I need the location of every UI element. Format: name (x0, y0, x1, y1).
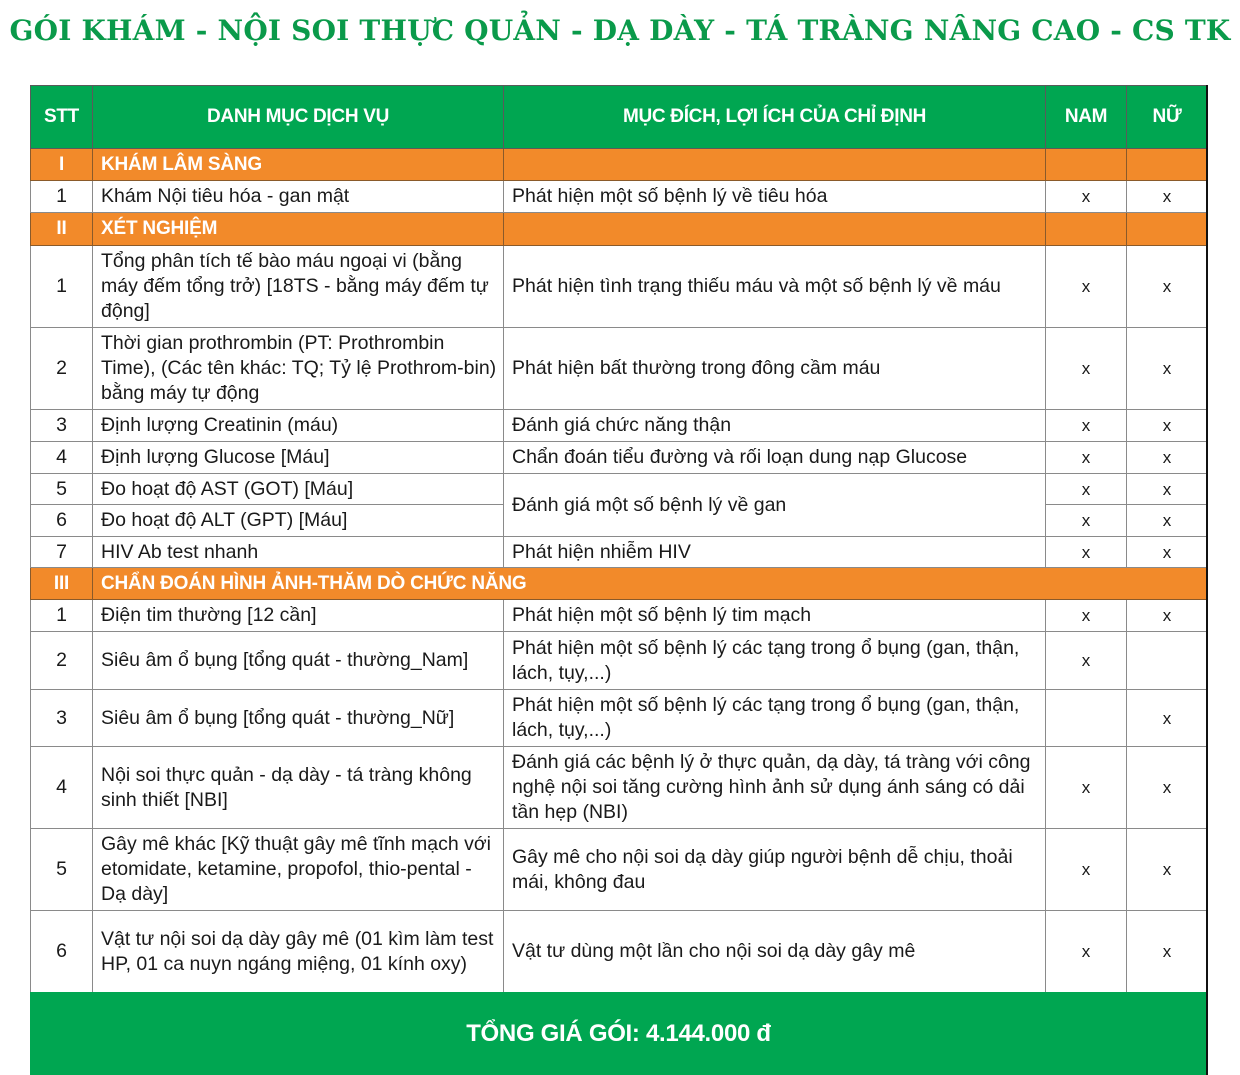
row-female-mark: x (1127, 410, 1208, 442)
row-stt: 6 (31, 911, 93, 993)
row-service: Đo hoạt độ AST (GOT) [Máu] (93, 474, 504, 505)
row-male-mark: x (1046, 328, 1127, 410)
row-stt: 5 (31, 829, 93, 911)
row-purpose: Đánh giá chức năng thận (504, 410, 1046, 442)
row-service: Thời gian prothrombin (PT: Prothrombin Time), (Các tên khác: TQ; Tỷ lệ Prothrom-bin) bằng máy tự động (93, 328, 504, 410)
header-stt: STT (31, 86, 93, 149)
section-number: III (31, 568, 93, 600)
section-row-lab-tests (31, 213, 1208, 246)
row-purpose: Phát hiện một số bệnh lý các tạng trong ổ bụng (gan, thận, lách, tụy,...) (504, 632, 1046, 690)
row-female-mark (1127, 632, 1208, 690)
row-service: Định lượng Creatinin (máu) (93, 410, 504, 442)
section-row-imaging (31, 568, 1208, 600)
table-header-row (31, 86, 1208, 149)
row-female-mark: x (1127, 747, 1208, 829)
row-male-mark: x (1046, 829, 1127, 911)
header-male: NAM (1046, 86, 1127, 149)
row-service: Tổng phân tích tế bào máu ngoại vi (bằng máy đếm tổng trở) [18TS - bằng máy đếm tự động] (93, 246, 504, 328)
table-row (31, 537, 1208, 568)
section-title: KHÁM LÂM SÀNG (93, 149, 504, 181)
row-service: Siêu âm ổ bụng [tổng quát - thường_Nam] (93, 632, 504, 690)
row-male-mark: x (1046, 911, 1127, 993)
row-service: Khám Nội tiêu hóa - gan mật (93, 181, 504, 213)
row-female-mark: x (1127, 690, 1208, 747)
header-female: NỮ (1127, 86, 1208, 149)
row-service: Đo hoạt độ ALT (GPT) [Máu] (93, 505, 504, 537)
row-stt: 1 (31, 246, 93, 328)
row-stt: 2 (31, 632, 93, 690)
table-row (31, 690, 1208, 747)
table-row (31, 600, 1208, 632)
row-purpose: Đánh giá các bệnh lý ở thực quản, dạ dày, tá tràng với công nghệ nội soi tăng cường hình ảnh sử dụng ánh sáng có dải tần hẹp (NBI) (504, 747, 1046, 829)
row-female-mark: x (1127, 246, 1208, 328)
row-purpose: Phát hiện một số bệnh lý tim mạch (504, 600, 1046, 632)
row-male-mark: x (1046, 410, 1127, 442)
section-row-clinical (31, 149, 1208, 181)
row-purpose: Đánh giá một số bệnh lý về gan (504, 474, 1046, 537)
total-price-banner (30, 992, 1207, 1075)
row-purpose: Phát hiện một số bệnh lý về tiêu hóa (504, 181, 1046, 213)
row-service: Nội soi thực quản - dạ dày - tá tràng không sinh thiết [NBI] (93, 747, 504, 829)
row-purpose: Phát hiện tình trạng thiếu máu và một số bệnh lý về máu (504, 246, 1046, 328)
row-male-mark: x (1046, 600, 1127, 632)
table-row (31, 442, 1208, 474)
header-purpose: MỤC ĐÍCH, LỢI ÍCH CỦA CHỈ ĐỊNH (504, 86, 1046, 149)
row-purpose: Gây mê cho nội soi dạ dày giúp người bệnh dễ chịu, thoải mái, không đau (504, 829, 1046, 911)
row-stt: 1 (31, 600, 93, 632)
row-female-mark: x (1127, 181, 1208, 213)
row-stt: 5 (31, 474, 93, 505)
row-female-mark: x (1127, 474, 1208, 505)
table-row (31, 410, 1208, 442)
header-service: DANH MỤC DỊCH VỤ (93, 86, 504, 149)
row-male-mark: x (1046, 632, 1127, 690)
row-purpose: Chẩn đoán tiểu đường và rối loạn dung nạp Glucose (504, 442, 1046, 474)
section-title: CHẨN ĐOÁN HÌNH ẢNH-THĂM DÒ CHỨC NĂNG (93, 568, 1208, 600)
table-row (31, 246, 1208, 328)
row-female-mark: x (1127, 328, 1208, 410)
row-service: Định lượng Glucose [Máu] (93, 442, 504, 474)
row-purpose: Phát hiện một số bệnh lý các tạng trong ổ bụng (gan, thận, lách, tụy,...) (504, 690, 1046, 747)
row-female-mark: x (1127, 442, 1208, 474)
row-male-mark: x (1046, 442, 1127, 474)
row-stt: 1 (31, 181, 93, 213)
row-stt: 4 (31, 442, 93, 474)
row-purpose: Phát hiện nhiễm HIV (504, 537, 1046, 568)
row-stt: 7 (31, 537, 93, 568)
row-stt: 2 (31, 328, 93, 410)
row-purpose: Vật tư dùng một lần cho nội soi dạ dày gây mê (504, 911, 1046, 993)
row-male-mark: x (1046, 246, 1127, 328)
row-service: Gây mê khác [Kỹ thuật gây mê tĩnh mạch với etomidate, ketamine, propofol, thio-pental - Dạ dày] (93, 829, 504, 911)
row-purpose: Phát hiện bất thường trong đông cầm máu (504, 328, 1046, 410)
page-title: GÓI KHÁM - NỘI SOI THỰC QUẢN - DẠ DÀY - TÁ TRÀNG NÂNG CAO - CS TK (9, 14, 1231, 47)
row-female-mark: x (1127, 537, 1208, 568)
row-male-mark (1046, 690, 1127, 747)
row-male-mark: x (1046, 505, 1127, 537)
row-service: Điện tim thường [12 cần] (93, 600, 504, 632)
table-row (31, 181, 1208, 213)
section-title: XÉT NGHIỆM (93, 213, 504, 246)
section-number: I (31, 149, 93, 181)
package-table (30, 85, 1208, 993)
table-right-border (1206, 85, 1208, 1075)
row-stt: 3 (31, 690, 93, 747)
row-female-mark: x (1127, 829, 1208, 911)
row-female-mark: x (1127, 600, 1208, 632)
row-male-mark: x (1046, 474, 1127, 505)
section-number: II (31, 213, 93, 246)
table-row (31, 632, 1208, 690)
row-stt: 3 (31, 410, 93, 442)
table-row (31, 911, 1208, 993)
row-female-mark: x (1127, 911, 1208, 993)
row-stt: 4 (31, 747, 93, 829)
row-female-mark: x (1127, 505, 1208, 537)
row-male-mark: x (1046, 747, 1127, 829)
total-price-label: TỔNG GIÁ GÓI: 4.144.000 đ (466, 1019, 771, 1047)
table-row (31, 474, 1208, 505)
row-service: Vật tư nội soi dạ dày gây mê (01 kìm làm test HP, 01 ca nuyn ngáng miệng, 01 kính oxy) (93, 911, 504, 993)
table-row (31, 747, 1208, 829)
row-service: Siêu âm ổ bụng [tổng quát - thường_Nữ] (93, 690, 504, 747)
row-male-mark: x (1046, 181, 1127, 213)
row-male-mark: x (1046, 537, 1127, 568)
table-row (31, 829, 1208, 911)
row-service: HIV Ab test nhanh (93, 537, 504, 568)
row-stt: 6 (31, 505, 93, 537)
table-row (31, 328, 1208, 410)
